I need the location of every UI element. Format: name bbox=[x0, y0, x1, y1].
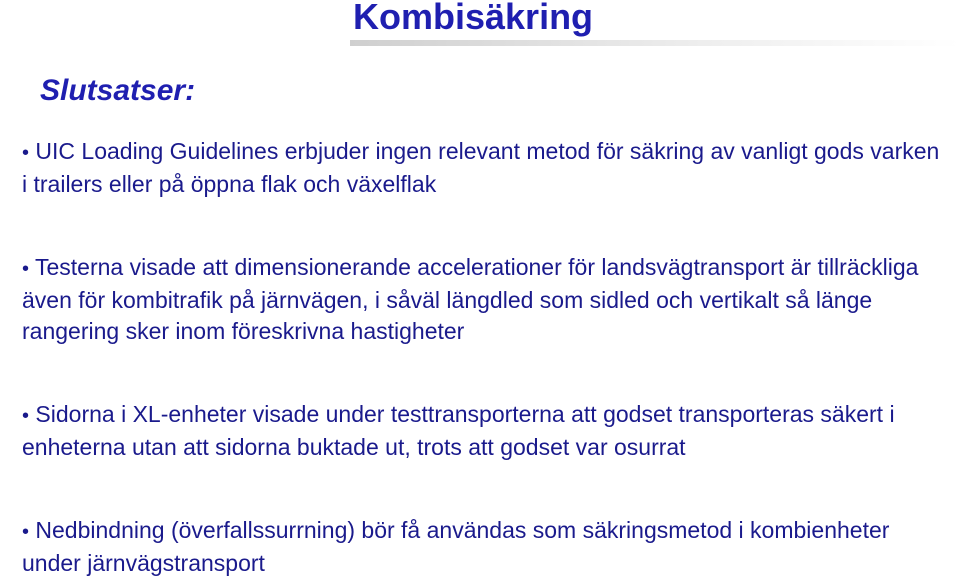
bullet-dot: • bbox=[22, 142, 30, 164]
bullet-item bbox=[22, 252, 942, 347]
bullet-item bbox=[22, 515, 942, 579]
bullet-text: UIC Loading Guidelines erbjuder ingen relevant metod för säkring av vanligt gods varken i trailers eller på öppna flak och växelflak bbox=[22, 138, 940, 197]
bullet-dot: • bbox=[22, 405, 30, 427]
bullet-text: Sidorna i XL-enheter visade under testtransporterna att godset transporteras säkert i enheterna utan att sidorna buktade ut, trots att godset var osurrat bbox=[22, 401, 895, 460]
bullet-text: Testerna visade att dimensionerande accelerationer för landsvägtransport är tillräckliga även för kombitrafik på järnvägen, i såväl längdled som sidled och vertikalt så länge rangering sker inom föreskrivna hastigheter bbox=[22, 254, 919, 344]
bullet-dot: • bbox=[22, 521, 30, 543]
bullet-text: Nedbindning (överfallssurrning) bör få användas som säkringsmetod i kombienheter under järnvägstransport bbox=[22, 517, 890, 576]
bullet-item bbox=[22, 399, 942, 463]
title-underline bbox=[350, 40, 960, 46]
bullet-item bbox=[22, 136, 942, 200]
bullet-dot: • bbox=[22, 258, 30, 280]
slide-subtitle: Slutsatser: bbox=[40, 74, 196, 107]
slide-title: Kombisäkring bbox=[353, 0, 594, 37]
bullet-list bbox=[22, 136, 942, 579]
